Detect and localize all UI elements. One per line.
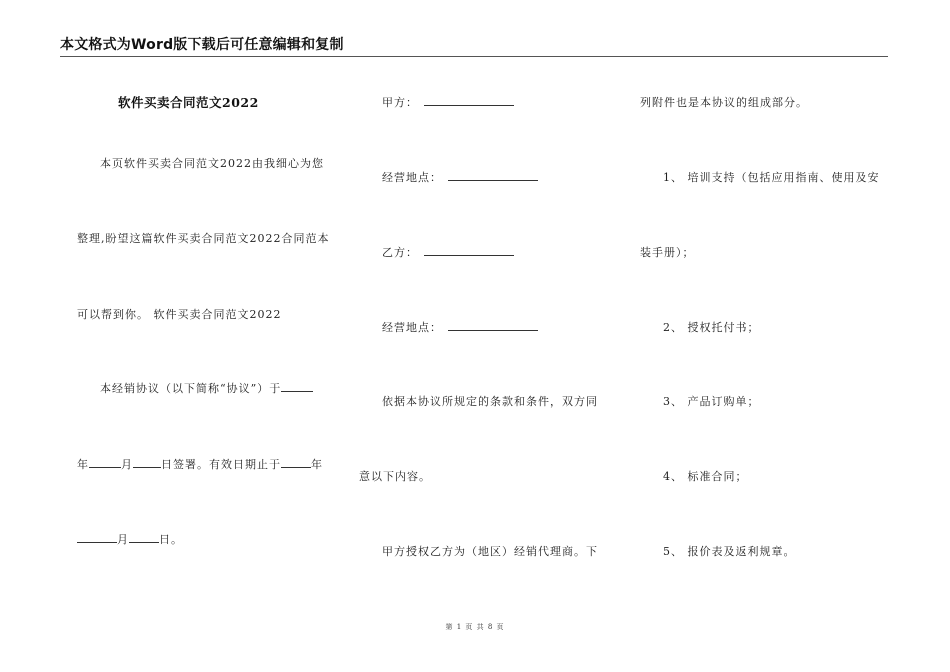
paragraph-line: 整理,盼望这篇软件买卖合同范文2022合同范本 [77,232,330,245]
header-title: 本文格式为Word版下载后可任意编辑和复制 [60,37,344,53]
party-b-blank [424,245,514,256]
party-b-label: 乙方： [382,246,418,259]
month-blank [89,457,121,468]
column-3 [620,0,910,672]
column-1 [0,0,340,672]
paragraph-line: 依据本协议所规定的条款和条件，双方同 [382,395,598,408]
party-a-label: 甲方： [382,96,418,109]
party-a-line [382,94,514,110]
party-b-line [382,244,514,260]
month-label: 月 [121,458,133,471]
day-blank [133,457,161,468]
paragraph-line: 意以下内容。 [359,470,431,483]
agreement-intro-line [100,380,313,396]
party-a-blank [424,95,514,106]
paragraph-line: 本页软件买卖合同范文2022由我细心为您 [100,157,324,170]
column-2 [340,0,620,672]
month-blank [77,532,117,543]
address-b-blank [448,320,538,331]
address-a-blank [448,170,538,181]
list-item: 3、 产品订购单； [663,395,760,408]
year-blank [281,457,311,468]
year-label: 年 [77,458,89,471]
signing-date-line [77,456,323,472]
address-b-line [382,319,538,335]
year-label: 年 [311,458,323,471]
signed-text: 日签署。有效日期止于 [161,458,281,471]
page-number: 第 1 页 共 8 页 [445,623,505,631]
expiry-date-line [77,531,183,547]
agreement-intro-text: 本经销协议（以下简称“协议”）于 [100,382,282,395]
address-b-label: 经营地点： [382,321,442,334]
date-blank [281,381,313,392]
address-a-label: 经营地点： [382,171,442,184]
day-blank [129,532,159,543]
paragraph-line: 甲方授权乙方为（地区）经销代理商。下 [382,545,598,558]
list-item: 5、 报价表及返利规章。 [663,545,796,558]
contract-title: 软件买卖合同范文2022 [118,95,259,110]
paragraph-line: 列附件也是本协议的组成部分。 [640,96,808,109]
list-item: 2、 授权托付书； [663,321,760,334]
month-label: 月 [117,533,129,546]
list-item-continued: 装手册）； [640,246,695,259]
list-item: 4、 标准合同； [663,470,748,483]
paragraph-line: 可以帮到你。 软件买卖合同范文2022 [77,308,282,321]
address-a-line [382,169,538,185]
day-label: 日。 [159,533,183,546]
list-item: 1、 培训支持（包括应用指南、使用及安 [663,171,880,184]
